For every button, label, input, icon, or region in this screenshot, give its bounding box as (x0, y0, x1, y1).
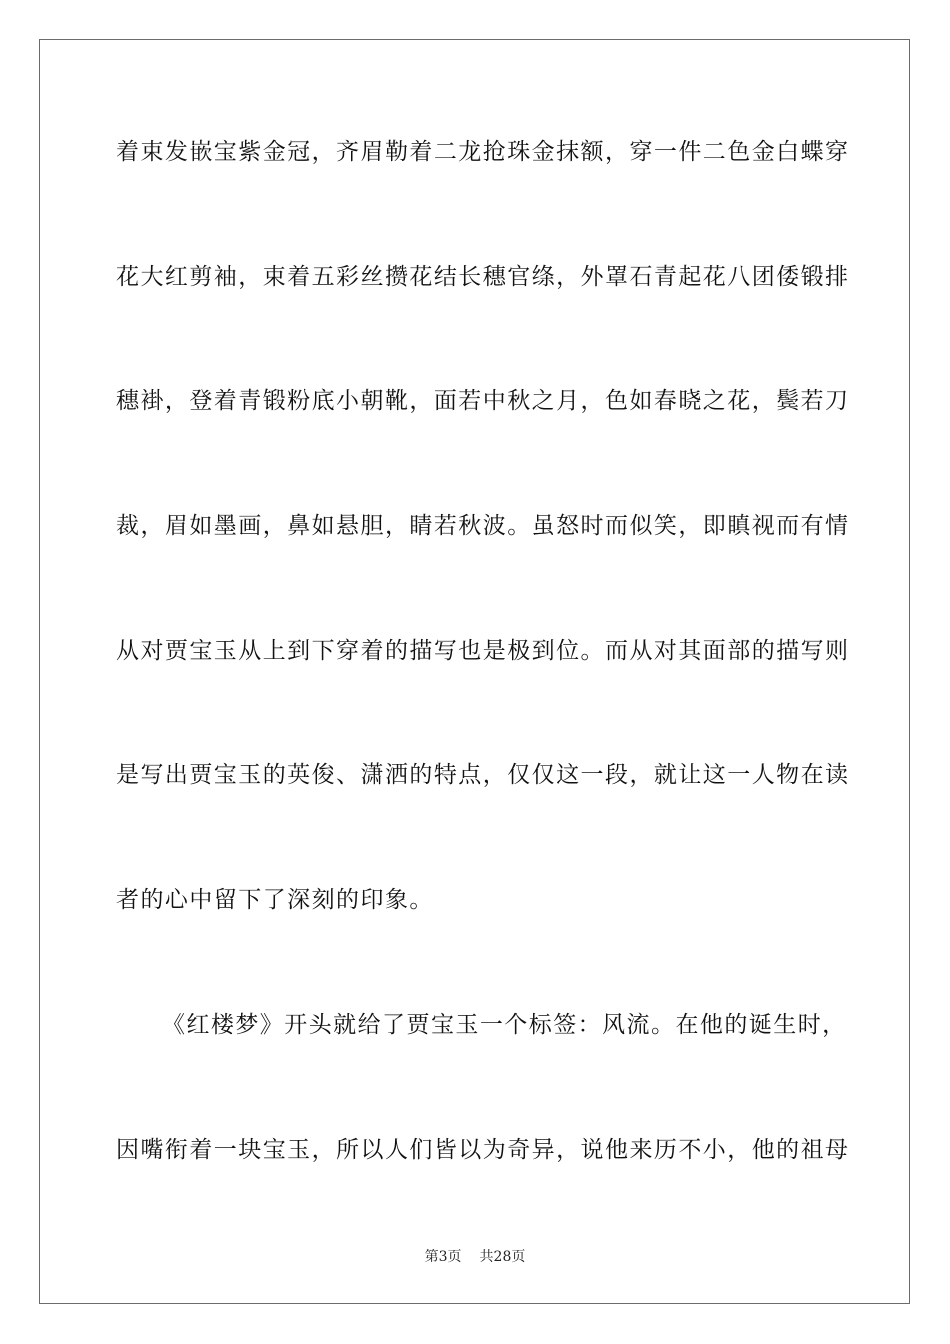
text-line-7: 者的心中留下了深刻的印象。 (116, 887, 434, 914)
page-number: 第3页 (424, 1249, 462, 1265)
text-line-9: 因嘴衔着一块宝玉，所以人们皆以为奇异，说他来历不小，他的祖母 (116, 1136, 850, 1163)
page-total: 共28页 (479, 1249, 526, 1265)
page-footer (0, 1246, 950, 1266)
text-line-2: 花大红剪袖，束着五彩丝攒花结长穗官绦，外罩石青起花八团倭锻排 (116, 263, 850, 290)
text-line-6: 是写出贾宝玉的英俊、潇洒的特点，仅仅这一段，就让这一人物在读 (116, 762, 850, 789)
text-line-5: 从对贾宝玉从上到下穿着的描写也是极到位。而从对其面部的描写则 (116, 637, 850, 664)
text-line-3: 穗褂，登着青锻粉底小朝靴，面若中秋之月，色如春晓之花，鬓若刀 (116, 388, 850, 415)
text-line-4: 裁，眉如墨画，鼻如悬胆，睛若秋波。虽怒时而似笑，即瞋视而有情 (116, 513, 850, 540)
text-line-8: 《红楼梦》开头就给了贾宝玉一个标签：风流。在他的诞生时， (162, 1011, 847, 1038)
body-text (116, 120, 850, 1242)
text-line-1: 着束发嵌宝紫金冠，齐眉勒着二龙抢珠金抹额，穿一件二色金白蝶穿 (116, 139, 850, 165)
